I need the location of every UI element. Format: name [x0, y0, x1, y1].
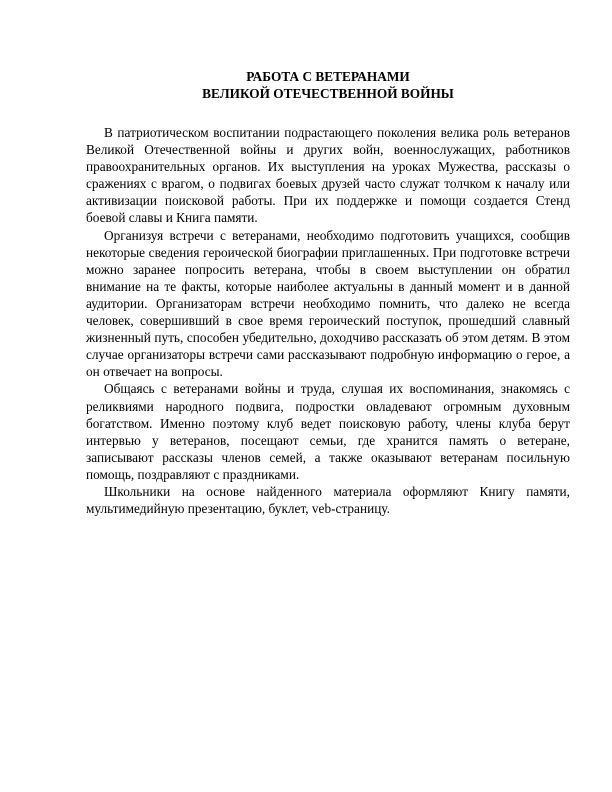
paragraph-1: В патриотическом воспитании подрастающего поколения велика роль ветеранов Великой Отечественной войны и других войн, военнослужащих, работников правоохранительных органов. Их выступления на уроках Мужества, рассказы о сражениях с врагом, о подвигах боевых друзей часто служат толчком к началу или активизации поисковой работы. При их поддержке и помощи создается Стенд боевой славы и Книга памяти.: [86, 125, 570, 226]
paragraph-3: Общаясь с ветеранами войны и труда, слушая их воспоминания, знакомясь с реликвиями народного подвига, подростки овладевают огромным духовным богатством. Именно поэтому клуб ведет поисковую работу, члены клуба берут интервью у ветеранов, посещают семьи, где хранится память о ветеране, записывают рассказы членов семей, а также оказывают ветеранам посильную помощь, поздравляют с праздниками.: [86, 381, 570, 482]
title-line-2: ВЕЛИКОЙ ОТЕЧЕСТВЕННОЙ ВОЙНЫ: [202, 86, 454, 101]
document-body: [86, 124, 570, 517]
paragraph-2: Организуя встречи с ветеранами, необходимо подготовить учащихся, сообщив некоторые сведения героической биографии приглашенных. При подготовке встречи можно заранее попросить ветерана, чтобы в своем выступлении он обратил внимание на те факты, которые наиболее актуальны в данный момент и в данной аудитории. Организаторам встречи необходимо помнить, что далеко не всегда человек, совершивший в свое время героический поступок, прошедший славный жизненный путь, способен убедительно, доходчиво рассказать об этом детям. В этом случае организаторы встречи сами рассказывают подробную информацию о герое, а он отвечает на вопросы.: [86, 227, 570, 380]
paragraph-4: Школьники на основе найденного материала оформляют Книгу памяти, мультимедийную презентацию, буклет, veb-страницу.: [86, 483, 570, 517]
document-title: [86, 68, 570, 102]
title-line-1: РАБОТА С ВЕТЕРАНАМИ: [246, 69, 410, 84]
